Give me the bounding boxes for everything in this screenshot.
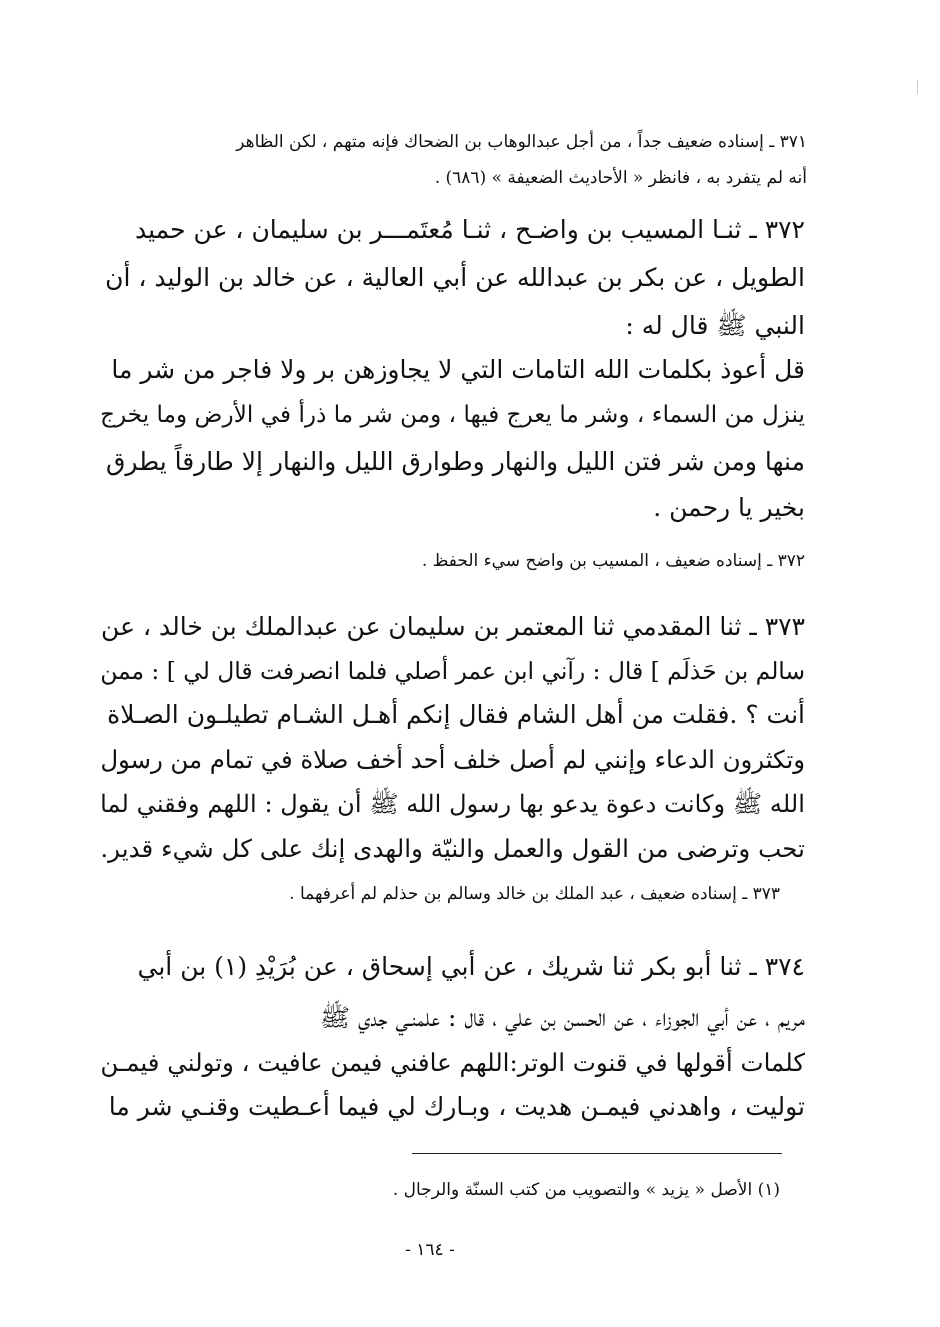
hadith-374-line-1: ٣٧٤ ـ ثنا أبو بكر ثنا شريك ، عن أبي إسحاق ، عن بُرَيْدِ (١) بن أبي [137,952,805,981]
footnote-371-line-2: أنه لم يتفرد به ، فانظر « الأحاديث الضعيفة » (٦٨٦) . [434,168,807,188]
hadith-373-line-6: تحب وترضى من القول والعمل والنيّة والهدى إنك على كل شيء قدير. [100,834,805,863]
hadith-374-line-2: مريم ، عن أبي الجوزاء ، عن الحسن بن علي ، قال : علمنـي جدي ﷺ [319,1003,805,1032]
footnote-371-line-1: ٣٧١ ـ إسناده ضعيف جداً ، من أجل عبدالوهاب بن الضحاك فإنه متهم ، لكن الظاهر [236,132,807,152]
hadith-374-line-4: توليت ، واهدني فيمـن هديت ، وبـارك لي فيما أعـطيت وقنـي شر ما [108,1092,805,1121]
hadith-372-line-2: الطويل ، عن بكر بن عبدالله عن أبي العالية ، عن خالد بن الوليد ، أن [105,263,805,292]
hadith-372-line-1: ٣٧٢ ـ ثنـا المسيب بن واضـح ، ثنـا مُعتَمـــر بن سليمان ، عن حميد [135,215,805,244]
hadith-372-line-4: قل أعوذ بكلمات الله التامات التي لا يجاوزهن بر ولا فاجر من شر ما [111,355,805,384]
hadith-373-line-5: الله ﷺ وكانت دعوة يدعو بها رسول الله ﷺ أن يقول : اللهم وفقني لما [100,790,805,818]
footnote-separator [412,1153,782,1154]
hadith-373-line-2: سالم بن حَذلَم ] قال : رآني ابن عمر أصلي فلما انصرفت قال لي ] : ممن [100,657,805,685]
hadith-372-line-6: منها ومن شر فتن الليل والنهار وطوارق الليل والنهار إلا طارقاً يطرق [106,447,805,476]
footnote-372: ٣٧٢ ـ إسناده ضعيف ، المسيب بن واضح سيء الحفظ . [421,551,805,571]
hadith-373-line-1: ٣٧٣ ـ ثنا المقدمي ثنا المعتمر بن سليمان عن عبدالملك بن خالد ، عن [101,612,805,641]
hadith-373-line-4: وتكثرون الدعاء وإنني لم أصل خلف أحد أخف صلاة في تمام من رسول [100,745,805,774]
page-number: - ١٦٤ - [405,1240,455,1260]
hadith-372-line-5: ينزل من السماء ، وشر ما يعرج فيها ، ومن شر ما ذرأ في الأرض وما يخرج [100,402,805,428]
hadith-373-line-3: أنت ؟ .فقلت من أهل الشام فقال إنكم أهـل الشـام تطيلـون الصـلاة [107,700,805,729]
hadith-372-line-7: بخير يا رحمن . [653,493,805,522]
hadith-372-line-3: النبي ﷺ قال له : [625,311,805,340]
footnote-1: (١) الأصل « يزيد » والتصويب من كتب السنّة والرجال . [392,1180,780,1200]
footnote-373: ٣٧٣ ـ إسناده ضعيف ، عبد الملك بن خالد وسالم بن حذلم لم أعرفهما . [289,884,780,904]
hadith-374-line-3: كلمات أقولها في قنوت الوتر:اللهم عافني فيمن عافيت ، وتولني فيمـن [100,1048,805,1077]
scan-mark [917,80,922,94]
